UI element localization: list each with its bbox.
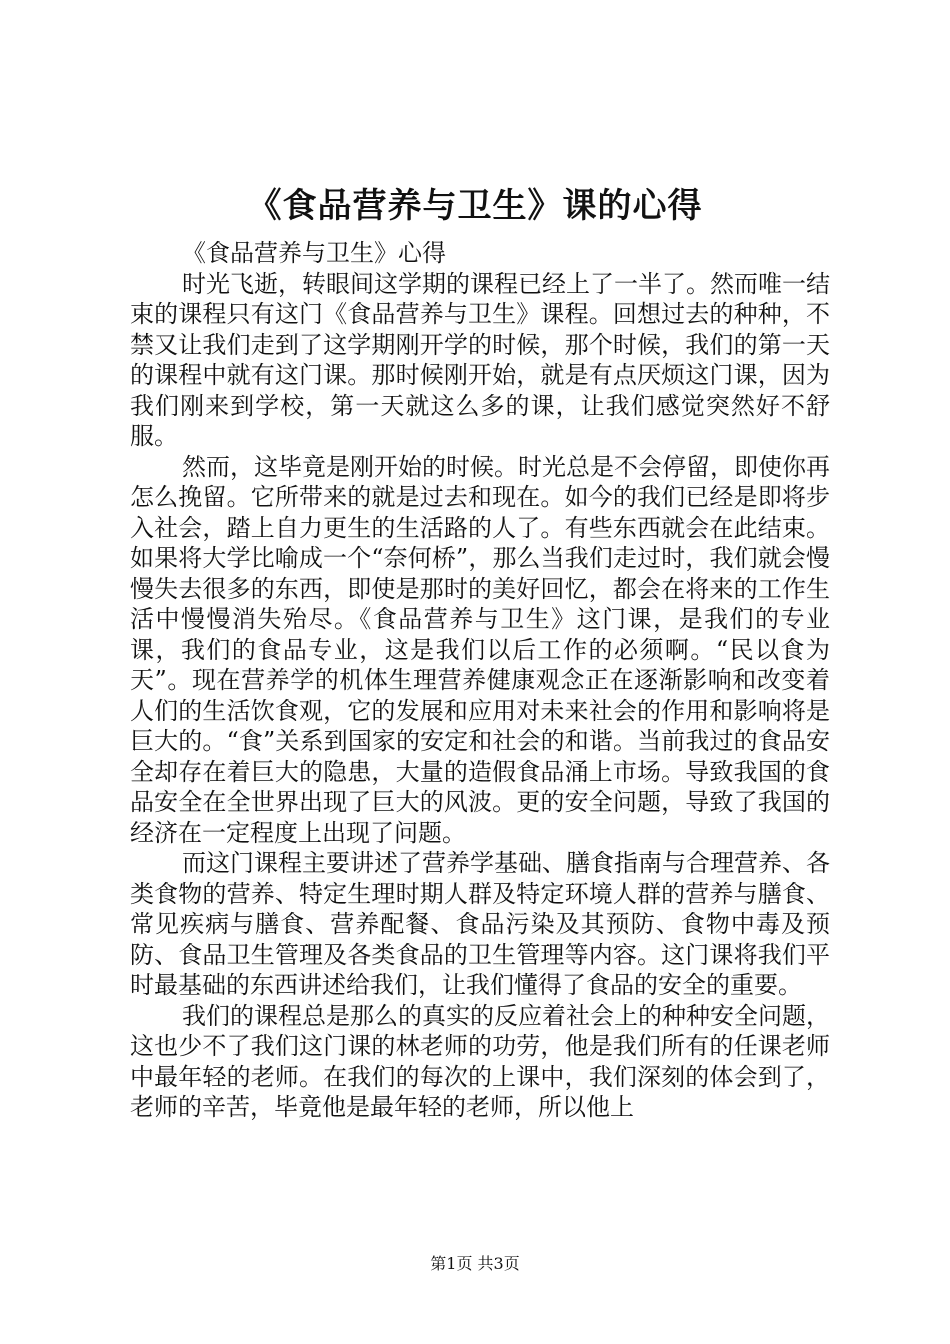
document-body: [130, 238, 830, 1123]
page-number-footer: 第1页 共3页: [430, 1254, 520, 1273]
paragraph-1: 时光飞逝，转眼间这学期的课程已经上了一半了。然而唯一结束的课程只有这门《食品营养与卫生》课程。回想过去的种种，不禁又让我们走到了这学期刚开学的时候，那个时候，我们的第一天的课程中就有这门课。那时候刚开始，就是有点厌烦这门课，因为我们刚来到学校，第一天就这么多的课，让我们感觉突然好不舒服。: [130, 269, 830, 450]
document-subtitle: 《食品营养与卫生》心得: [182, 239, 446, 267]
document-title: 《食品营养与卫生》课的心得: [247, 186, 703, 226]
paragraph-2: 然而，这毕竟是刚开始的时候。时光总是不会停留，即使你再怎么挽留。它所带来的就是过去和现在。如今的我们已经是即将步入社会，踏上自力更生的生活路的人了。有些东西就会在此结束。如果将大学比喻成一个“奈何桥”，那么当我们走过时，我们就会慢慢失去很多的东西，即使是那时的美好回忆，都会在将来的工作生活中慢慢消失殆尽。《食品营养与卫生》这门课，是我们的专业课，我们的食品专业，这是我们以后工作的必须啊。“民以食为天”。现在营养学的机体生理营养健康观念正在逐渐影响和改变着人们的生活饮食观，它的发展和应用对未来社会的作用和影响将是巨大的。“食”关系到国家的安定和社会的和谐。当前我过的食品安全却存在着巨大的隐患，大量的造假食品涌上市场。导致我国的食品安全在全世界出现了巨大的风波。更的安全问题，导致了我国的经济在一定程度上出现了问题。: [130, 452, 830, 847]
paragraph-3: 而这门课程主要讲述了营养学基础、膳食指南与合理营养、各类食物的营养、特定生理时期人群及特定环境人群的营养与膳食、常见疾病与膳食、营养配餐、食品污染及其预防、食物中毒及预防、食品卫生管理及各类食品的卫生管理等内容。这门课将我们平时最基础的东西讲述给我们，让我们懂得了食品的安全的重要。: [130, 849, 830, 999]
paragraph-4: 我们的课程总是那么的真实的反应着社会上的种种安全问题，这也少不了我们这门课的林老师的功劳，他是我们所有的任课老师中最年轻的老师。在我们的每次的上课中，我们深刻的体会到了，老师的辛苦，毕竟他是最年轻的老师，所以他上: [130, 1001, 830, 1121]
